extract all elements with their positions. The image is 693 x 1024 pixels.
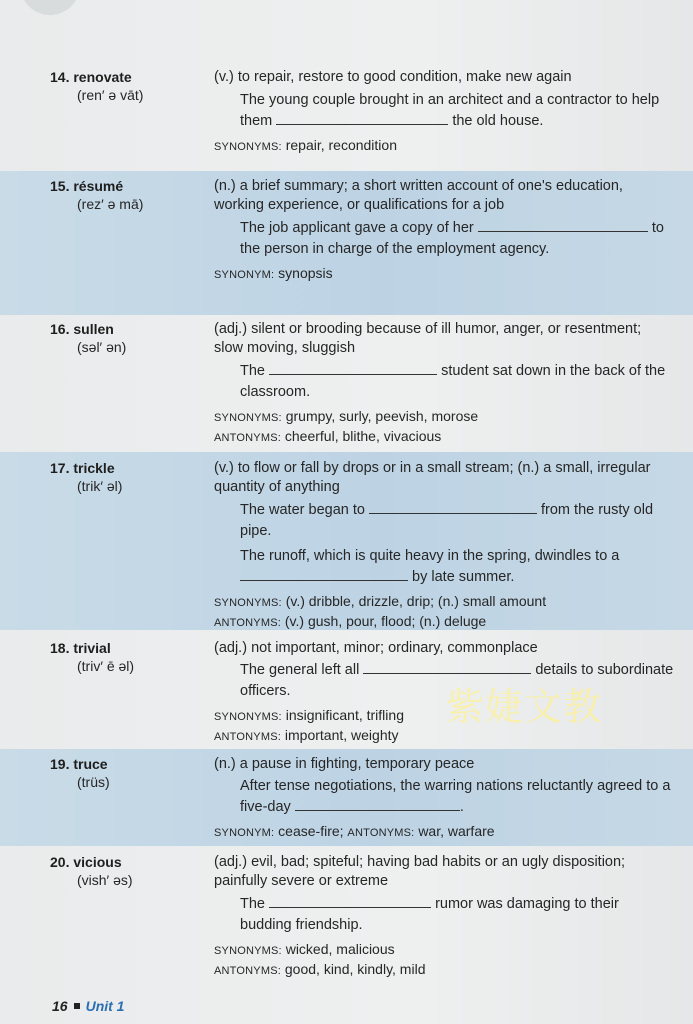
entry-definition: (adj.) not important, minor; ordinary, commonplace <box>214 640 538 656</box>
entry-word: renovate <box>73 69 132 85</box>
entry-headword <box>50 177 205 213</box>
fill-in-blank[interactable] <box>240 568 408 581</box>
entry-definition: (v.) to repair, restore to good condition, make new again <box>214 69 572 85</box>
fill-in-blank[interactable] <box>295 798 460 811</box>
example-sentence: After tense negotiations, the warring nations reluctantly agreed to a five-day . <box>240 778 671 815</box>
entry-headword <box>50 853 205 889</box>
synonyms-line: SYNONYMS: insignificant, trifling <box>214 707 404 723</box>
synonyms-antonyms-line: SYNONYM: cease-fire; ANTONYMS: war, warfare <box>214 823 495 839</box>
antonyms-line: ANTONYMS: good, kind, kindly, mild <box>214 961 426 977</box>
entry-pronunciation: (vish′ əs) <box>77 872 133 888</box>
unit-label: Unit 1 <box>85 998 125 1014</box>
entry-pronunciation: (trüs) <box>77 774 110 790</box>
entry-body <box>214 853 674 980</box>
entry-word: vicious <box>73 854 122 870</box>
entry-body <box>214 68 674 156</box>
entry-number: 14. <box>50 69 70 85</box>
example-sentence: The young couple brought in an architect and a contractor to help them the old house. <box>240 92 660 129</box>
entry-number: 16. <box>50 321 70 337</box>
entry-definition: (n.) a pause in fighting, temporary peace <box>214 756 475 772</box>
entry-definition: (adj.) silent or brooding because of ill humor, anger, or resentment; slow moving, sluggish <box>214 321 642 356</box>
antonyms-line: ANTONYMS: cheerful, blithe, vivacious <box>214 428 442 444</box>
synonyms-line: SYNONYMS: wicked, malicious <box>214 941 395 957</box>
entry-number: 20. <box>50 854 70 870</box>
fill-in-blank[interactable] <box>369 501 537 514</box>
example-sentence: The job applicant gave a copy of her to the person in charge of the employment agency. <box>240 220 664 257</box>
watermark-text: 紫婕文教 <box>446 685 603 729</box>
entry-word: sullen <box>73 321 114 337</box>
entry-body <box>214 459 674 632</box>
entry-headword <box>50 639 205 675</box>
entry-body <box>214 177 674 284</box>
synonyms-line: SYNONYMS: grumpy, surly, peevish, morose <box>214 408 479 424</box>
fill-in-blank[interactable] <box>269 362 437 375</box>
entry-headword <box>50 320 205 356</box>
entry-pronunciation: (səl′ ən) <box>77 339 127 355</box>
square-bullet-icon <box>74 1003 80 1009</box>
entry-pronunciation: (rez′ ə mā) <box>77 196 144 212</box>
fill-in-blank[interactable] <box>478 219 648 232</box>
entry-pronunciation: (trik′ əl) <box>77 478 123 494</box>
entry-number: 15. <box>50 178 70 194</box>
fill-in-blank[interactable] <box>269 895 431 908</box>
synonyms-line: SYNONYMS: (v.) dribble, drizzle, drip; (n.) small amount <box>214 593 547 609</box>
antonyms-line: ANTONYMS: important, weighty <box>214 727 399 743</box>
entry-definition: (adj.) evil, bad; spiteful; having bad habits or an ugly disposition; painfully severe or extreme <box>214 854 626 889</box>
entry-pronunciation: (ren′ ə vāt) <box>77 87 144 103</box>
entry-body <box>214 755 674 842</box>
example-sentence: The water began to from the rusty old pipe. <box>240 502 654 539</box>
entry-headword <box>50 459 205 495</box>
entry-word: trivial <box>73 640 111 656</box>
entry-headword <box>50 755 205 791</box>
example-sentence: The rumor was damaging to their budding friendship. <box>240 896 619 933</box>
entry-definition: (v.) to flow or fall by drops or in a small stream; (n.) a small, irregular quantity of anything <box>214 460 651 495</box>
page-corner-decoration <box>20 0 80 15</box>
fill-in-blank[interactable] <box>363 661 531 674</box>
entry-pronunciation: (triv′ ē əl) <box>77 658 135 674</box>
entry-definition: (n.) a brief summary; a short written account of one's education, working experience, or qualifications for a job <box>214 178 623 213</box>
fill-in-blank[interactable] <box>276 112 448 125</box>
entry-body <box>214 639 674 746</box>
page-number: 16 <box>52 998 68 1014</box>
entry-word: trickle <box>73 460 115 476</box>
antonyms-line: ANTONYMS: (v.) gush, pour, flood; (n.) deluge <box>214 613 487 629</box>
entry-number: 19. <box>50 756 70 772</box>
entry-word: truce <box>73 756 108 772</box>
synonyms-line: SYNONYMS: repair, recondition <box>214 137 397 153</box>
entry-number: 18. <box>50 640 70 656</box>
example-sentence: The runoff, which is quite heavy in the spring, dwindles to a by late summer. <box>240 548 620 585</box>
entry-headword <box>50 68 205 104</box>
example-sentence: The student sat down in the back of the classroom. <box>240 363 666 400</box>
entry-body <box>214 320 674 447</box>
entry-number: 17. <box>50 460 70 476</box>
page-footer <box>52 998 124 1014</box>
synonyms-line: SYNONYM: synopsis <box>214 265 333 281</box>
example-sentence: The general left all details to subordinate officers. <box>240 662 674 699</box>
entry-word: résumé <box>73 178 124 194</box>
